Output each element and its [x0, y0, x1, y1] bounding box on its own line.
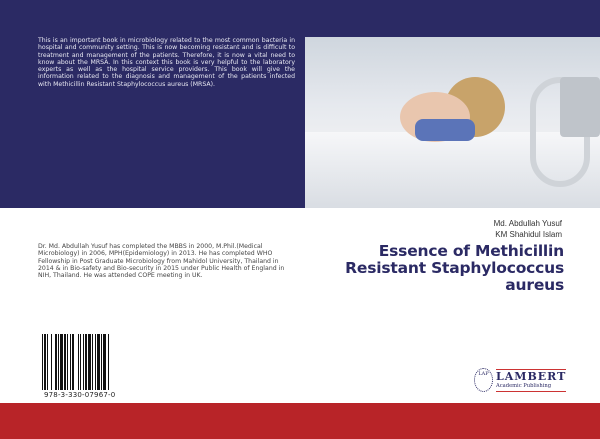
book-title [345, 243, 564, 294]
publisher-subtitle: Academic Publishing [496, 382, 552, 389]
barcode [42, 334, 126, 390]
author-name: KM Shahidul Islam [495, 230, 562, 239]
author-name: Md. Abdullah Yusuf [493, 219, 562, 228]
back-cover-blurb: This is an important book in microbiology related to the most common bacteria in hospital and community setting. This is now becoming resistant and is difficult to treatment and management of the patients. Therefore, it is now a vital need to know about the MRSA. In this context this book is very helpful to the laboratory experts as well as the hospital service providers. This book will give the information related to the diagnosis and management of the patients infected with Methicillin Resistant Staphylococcus aureus (MRSA). [38, 37, 295, 88]
publisher-name: LAMBERT [496, 369, 567, 383]
cover-photo-child-in-hospital-bed [305, 37, 600, 208]
bottom-red-band [0, 403, 600, 439]
title-line: Essence of Methicillin [378, 242, 564, 260]
title-line: aureus [505, 276, 564, 294]
publisher-logo [474, 368, 566, 392]
lap-seal-icon: LAP [474, 368, 493, 392]
barcode-bar [109, 334, 110, 390]
isbn-number: 978-3-330-07967-0 [44, 391, 116, 399]
authors [494, 218, 562, 240]
author-bio: Dr. Md. Abdullah Yusuf has completed the MBBS in 2000, M.Phil.(Medical Microbiology) in 2006, MPH(Epidemiology) in 2013. He has completed WHO Fellowship in Post Graduate Microbiology from Mahidol University, Thailand in 2014 & in Bio-safety and Bio-security in 2015 under Public Health of England in NIH, Thailand. He was attended COPE meeting in UK. [38, 243, 285, 280]
title-line: Resistant Staphylococcus [345, 259, 564, 277]
